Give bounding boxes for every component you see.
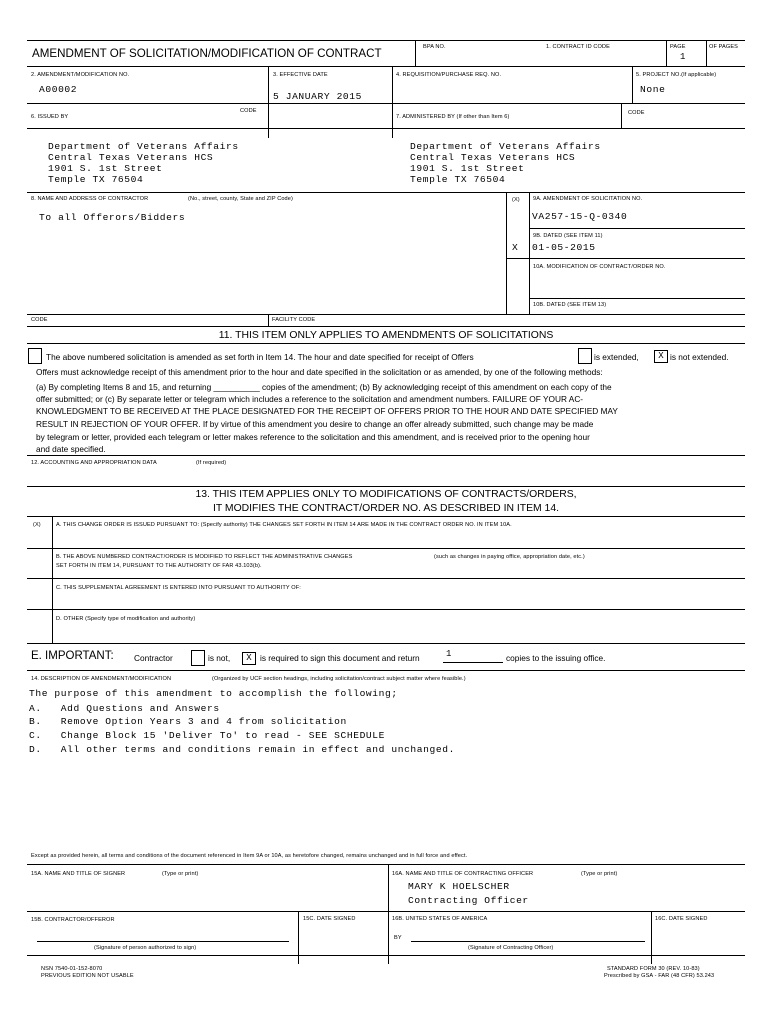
item-9b-x-mark: X bbox=[512, 242, 519, 253]
usa-label: 16B. UNITED STATES OF AMERICA bbox=[392, 916, 488, 922]
admin-by-line-3: 1901 S. 1st Street bbox=[410, 163, 525, 174]
signer-sub-label: (Type or print) bbox=[162, 871, 199, 877]
not-extended-checkbox[interactable]: X bbox=[654, 350, 668, 363]
issued-by-label: 6. ISSUED BY bbox=[31, 114, 69, 120]
officer-label: 16A. NAME AND TITLE OF CONTRACTING OFFICER bbox=[392, 871, 534, 877]
section-13-a-text: A. THIS CHANGE ORDER IS ISSUED PURSUANT TO: (Specify authority) THE CHANGES SET FORTH IN ITEM 14 ARE MADE IN THE CONTRACT ORDER NO. IN ITEM 10A. bbox=[56, 522, 512, 528]
section-11-para-7: and date specified. bbox=[36, 444, 106, 454]
item-10a-label: 10A. MODIFICATION OF CONTRACT/ORDER NO. bbox=[533, 264, 666, 270]
contractor-label: 8. NAME AND ADDRESS OF CONTRACTOR bbox=[31, 196, 149, 202]
signer-label: 15A. NAME AND TITLE OF SIGNER bbox=[31, 871, 126, 877]
section-13-b-text-1b: (such as changes in paying office, appropriation date, etc.) bbox=[434, 554, 585, 560]
admin-code-label: CODE bbox=[628, 110, 645, 116]
important-copies-suffix: copies to the issuing office. bbox=[506, 653, 606, 663]
facility-code-label: FACILITY CODE bbox=[272, 317, 316, 323]
item-9b-label: 9B. DATED (SEE ITEM 11) bbox=[533, 233, 603, 239]
is-not-required-checkbox[interactable] bbox=[191, 650, 205, 666]
admin-by-line-4: Temple TX 76504 bbox=[410, 174, 506, 185]
admin-by-line-2: Central Texas Veterans HCS bbox=[410, 152, 576, 163]
contract-id-label: 1. CONTRACT ID CODE bbox=[546, 44, 610, 50]
section-11-para-2: (a) By completing Items 8 and 15, and returning __________ copies of the amendment; (b) By acknowledging receipt of this amendment on each copy of the bbox=[36, 382, 612, 392]
issued-by-line-1: Department of Veterans Affairs bbox=[48, 141, 239, 152]
important-is-required: is required to sign this document and return bbox=[260, 653, 420, 663]
accounting-label: 12. ACCOUNTING AND APPROPRIATION DATA bbox=[31, 460, 157, 466]
officer-title: Contracting Officer bbox=[408, 895, 529, 906]
section-11-para-6: by telegram or letter, provided each telegram or letter makes reference to the solicitation and this amendment, and is received prior to the opening hour bbox=[36, 432, 590, 442]
form-title: AMENDMENT OF SOLICITATION/MODIFICATION OF CONTRACT bbox=[32, 47, 382, 60]
contractor-value: To all Offerors/Bidders bbox=[39, 212, 186, 223]
of-pages-label: OF PAGES bbox=[709, 44, 738, 50]
not-extended-label: is not extended. bbox=[670, 352, 729, 362]
offers-amended-checkbox[interactable] bbox=[28, 348, 42, 364]
admin-by-line-1: Department of Veterans Affairs bbox=[410, 141, 601, 152]
item-14-line-5: D. All other terms and conditions remain in effect and unchanged. bbox=[29, 744, 455, 755]
item-9a-value: VA257-15-Q-0340 bbox=[532, 211, 628, 222]
accounting-sub-label: (If required) bbox=[196, 460, 227, 466]
effective-date-label: 3. EFFECTIVE DATE bbox=[273, 72, 328, 78]
requisition-label: 4. REQUISITION/PURCHASE REQ. NO. bbox=[396, 72, 502, 78]
prescribed-text: Prescribed by GSA - FAR (48 CFR) 53.243 bbox=[604, 973, 715, 979]
extended-label: is extended, bbox=[594, 352, 639, 362]
section-13-title-2: IT MODIFIES THE CONTRACT/ORDER NO. AS DESCRIBED IN ITEM 14. bbox=[212, 503, 559, 514]
amendment-no-value: A00002 bbox=[39, 84, 78, 95]
contractor-sub-label: (No., street, county, State and ZIP Code) bbox=[188, 196, 293, 202]
by-label: BY bbox=[394, 935, 402, 941]
section-11-title: 11. THIS ITEM ONLY APPLIES TO AMENDMENTS OF SOLICITATIONS bbox=[218, 330, 554, 341]
x-column-label: (X) bbox=[512, 197, 520, 203]
section-11-line-1: The above numbered solicitation is amended as set forth in Item 14. The hour and date specified for receipt of Offers bbox=[46, 352, 474, 362]
effective-date-value: 5 JANUARY 2015 bbox=[273, 91, 363, 102]
important-is-not: is not, bbox=[208, 653, 231, 663]
item-14-line-2: A. Add Questions and Answers bbox=[29, 703, 220, 714]
item-9a-label: 9A. AMENDMENT OF SOLICITATION NO. bbox=[533, 196, 643, 202]
section-11-para-4: KNOWLEDGMENT TO BE RECEIVED AT THE PLACE DESIGNATED FOR THE RECEIPT OF OFFERS PRIOR TO THE HOUR AND DATE SPECIFIED MAY bbox=[36, 406, 618, 416]
section-13-d-text: D. OTHER (Specify type of modification and authority) bbox=[56, 616, 196, 622]
officer-name: MARY K HOELSCHER bbox=[408, 881, 510, 892]
contractor-code-label: CODE bbox=[31, 317, 48, 323]
important-label: E. IMPORTANT: bbox=[31, 650, 114, 662]
item-14-sub-label: (Organized by UCF section headings, including solicitation/contract subject matter where feasible.) bbox=[212, 676, 466, 682]
bpa-label: BPA NO. bbox=[423, 44, 446, 50]
section-13-x-label: (X) bbox=[33, 522, 41, 528]
issued-by-line-4: Temple TX 76504 bbox=[48, 174, 144, 185]
amendment-no-label: 2. AMENDMENT/MODIFICATION NO. bbox=[31, 72, 130, 78]
signature-person-label: (Signature of person authorized to sign) bbox=[94, 945, 197, 951]
extended-checkbox[interactable] bbox=[578, 348, 592, 364]
item-10b-label: 10B. DATED (SEE ITEM 13) bbox=[533, 302, 607, 308]
administered-by-label: 7. ADMINISTERED BY (If other than Item 6) bbox=[396, 114, 510, 120]
issued-by-line-2: Central Texas Veterans HCS bbox=[48, 152, 214, 163]
officer-sub-label: (Type or print) bbox=[581, 871, 618, 877]
item-14-line-1: The purpose of this amendment to accomplish the following; bbox=[29, 688, 398, 699]
item-9b-value: 01-05-2015 bbox=[532, 242, 596, 253]
signature-officer-label: (Signature of Contracting Officer) bbox=[468, 945, 554, 951]
section-13-b-text-2: SET FORTH IN ITEM 14, PURSUANT TO THE AUTHORITY OF FAR 43.103(b). bbox=[56, 563, 262, 569]
section-13-c-text: C. THIS SUPPLEMENTAL AGREEMENT IS ENTERED INTO PURSUANT TO AUTHORITY OF: bbox=[56, 585, 301, 591]
item-14-label: 14. DESCRIPTION OF AMENDMENT/MODIFICATION bbox=[31, 676, 172, 682]
date-signed-16c-label: 16C. DATE SIGNED bbox=[655, 916, 708, 922]
section-13-b-text-1: B. THE ABOVE NUMBERED CONTRACT/ORDER IS MODIFIED TO REFLECT THE ADMINISTRATIVE CHANGES bbox=[56, 554, 353, 560]
important-contractor: Contractor bbox=[134, 653, 173, 663]
contractor-offeror-label: 15B. CONTRACTOR/OFFEROR bbox=[31, 917, 115, 923]
previous-edition-text: PREVIOUS EDITION NOT USABLE bbox=[41, 973, 134, 979]
page-value: 1 bbox=[680, 52, 687, 62]
date-signed-15c-label: 15C. DATE SIGNED bbox=[303, 916, 356, 922]
important-copies-value: 1 bbox=[446, 649, 453, 659]
item-14-line-3: B. Remove Option Years 3 and 4 from solicitation bbox=[29, 716, 347, 727]
issued-by-line-3: 1901 S. 1st Street bbox=[48, 163, 163, 174]
project-no-label: 5. PROJECT NO.(If applicable) bbox=[636, 72, 717, 78]
nsn-text: NSN 7540-01-152-8070 bbox=[41, 966, 103, 972]
section-13-title-1: 13. THIS ITEM APPLIES ONLY TO MODIFICATIONS OF CONTRACTS/ORDERS, bbox=[195, 489, 577, 500]
standard-form-text: STANDARD FORM 30 (REV. 10-83) bbox=[607, 966, 700, 972]
item-14-line-4: C. Change Block 15 'Deliver To' to read - SEE SCHEDULE bbox=[29, 730, 386, 741]
is-required-checkbox[interactable]: X bbox=[242, 652, 256, 665]
section-11-para-5: RESULT IN REJECTION OF YOUR OFFER. If by virtue of this amendment you desire to change an offer already submitted, such change may be made bbox=[36, 419, 594, 429]
project-no-value: None bbox=[640, 84, 666, 95]
except-statement: Except as provided herein, all terms and conditions of the document referenced in Item 9A or 10A, as heretofore changed, remains unchanged and in full force and effect. bbox=[31, 853, 468, 859]
issued-code-label: CODE bbox=[240, 108, 257, 114]
section-11-para-1: Offers must acknowledge receipt of this amendment prior to the hour and date specified in the solicitation or as amended, by one of the following methods: bbox=[36, 367, 603, 377]
page-label: PAGE bbox=[670, 44, 686, 50]
section-11-para-3: offer submitted; or (c) By separate letter or telegram which includes a reference to the solicitation and amendment numbers. FAILURE OF YOUR AC- bbox=[36, 394, 584, 404]
